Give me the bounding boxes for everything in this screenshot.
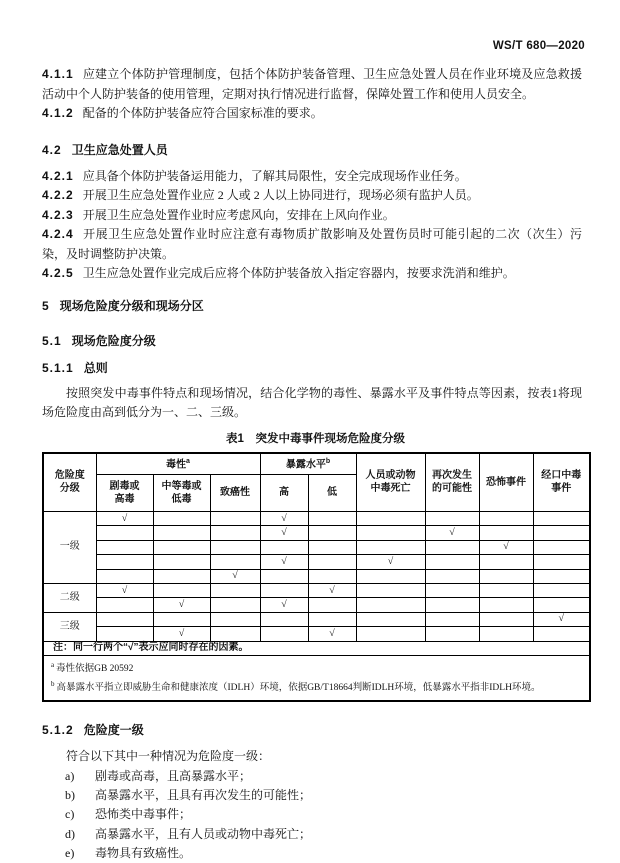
header-line: 分级 [59,483,80,495]
header-line: 低毒 [171,494,192,505]
empty-cell [153,555,210,569]
table-row [43,540,590,554]
col-header-carcinogenic [210,475,260,512]
empty-cell [533,540,590,554]
list-item-text: 高暴露水平，且具有再次发生的可能性； [95,788,312,803]
clause-number: 4.2.4 [42,227,74,241]
list-item-text: 恐怖类中毒事件； [95,807,192,822]
risk-grading-table [42,452,591,703]
header-line: 危险度 [54,469,85,481]
empty-cell [153,569,210,583]
clause-4-2-3 [42,206,582,226]
empty-cell [533,598,590,612]
footnote-mark: b [51,680,55,689]
empty-cell [260,627,308,641]
list-item-text: 毒物具有致癌性。 [95,845,192,860]
table-row [43,512,590,526]
footnote-mark-a: a [186,458,190,466]
header-text: 毒性 [166,459,187,471]
clause-4-2-5 [42,264,582,284]
section-heading-5-1-2 [42,721,589,740]
empty-cell [356,598,425,612]
empty-cell [210,627,260,641]
empty-cell [479,526,533,540]
empty-cell [479,598,533,612]
clause-text: 开展卫生应急处置作业时应注意有毒物质扩散影响及处置伤员时可能引起的二次（次生）污染，及时调整防护决策。 [42,227,582,261]
empty-cell [533,555,590,569]
check-cell: √ [153,598,210,612]
header-line: 中等毒或 [161,480,202,492]
section-title: 现场危险度分级和现场分区 [59,298,204,313]
check-cell: √ [533,612,590,626]
col-header-exposure-low [308,475,356,512]
empty-cell [425,569,479,583]
table-row [43,583,590,597]
header-line: 高 [279,487,290,499]
header-line: 人员或动物 [365,469,416,481]
check-cell: √ [356,555,425,569]
header-line: 高毒 [114,494,135,505]
empty-cell [96,627,153,641]
empty-cell [210,526,260,540]
footnote-mark-b: b [325,458,331,466]
check-cell: √ [210,569,260,583]
empty-cell [356,583,425,597]
section-number: 4.2 [42,142,62,157]
header-line: 经口中毒 [541,469,582,481]
empty-cell [96,569,153,583]
clause-text: 配备的个体防护装备应符合国家标准的要求。 [82,106,323,120]
empty-cell [533,583,590,597]
section-title: 危险度一级 [83,723,144,738]
empty-cell [210,555,260,569]
section-number: 5.1 [42,333,62,348]
section-heading-5 [42,297,589,316]
empty-cell [96,598,153,612]
empty-cell [308,598,356,612]
empty-cell [479,583,533,597]
section-number: 5 [42,298,50,313]
list-item-label: d) [65,826,75,841]
footnote-text: 高暴露水平指立即威胁生命和健康浓度（IDLH）环境，依据GB/T18664判断IDLH环境，低暴露水平指非IDLH环境。 [56,683,541,694]
empty-cell [356,512,425,526]
condition-list [42,767,589,863]
empty-cell [425,512,479,526]
standard-code: WS/T 680—2020 [492,40,585,52]
empty-cell [356,540,425,554]
table-row [43,627,590,641]
footnote-text: 毒性依据GB 20592 [56,664,134,675]
risk-level-cell: 一级 [43,512,96,584]
empty-cell [260,540,308,554]
check-cell: √ [425,526,479,540]
header-text: 暴露水平 [285,459,326,471]
check-cell: √ [96,583,153,597]
header-line: 事件 [551,483,572,495]
section-heading-5-1-1 [42,359,589,378]
footnote-b [51,677,582,696]
col-header-exposure-high [260,475,308,512]
section-title: 总则 [83,360,108,375]
list-item [42,767,582,786]
section-number: 5.1.1 [42,360,74,375]
list-item [42,825,582,844]
empty-cell [479,512,533,526]
clause-text: 卫生应急处置作业完成后应将个体防护装备放入指定容器内，按要求洗消和维护。 [82,266,515,280]
empty-cell [96,540,153,554]
empty-cell [153,540,210,554]
section-number: 5.1.2 [42,723,74,738]
list-item-text: 剧毒或高毒，且高暴露水平； [95,768,252,783]
empty-cell [425,612,479,626]
empty-cell [210,512,260,526]
table-footnotes [43,655,590,701]
clause-text: 开展卫生应急处置作业应 2 人或 2 人以上协同进行，现场必须有监护人员。 [82,188,479,202]
check-cell: √ [96,512,153,526]
risk-level-cell: 二级 [43,583,96,612]
risk-table-body [43,512,590,642]
empty-cell [533,512,590,526]
list-item-label: b) [65,788,75,803]
empty-cell [479,627,533,641]
empty-cell [153,583,210,597]
empty-cell [308,612,356,626]
clause-4-2-4 [42,225,582,264]
empty-cell [425,540,479,554]
empty-cell [356,526,425,540]
clause-4-1-2 [42,104,582,124]
check-cell: √ [308,583,356,597]
col-header-exposure-group [260,453,356,475]
empty-cell [533,526,590,540]
section-title: 现场危险度分级 [71,333,156,348]
check-cell: √ [479,540,533,554]
empty-cell [210,583,260,597]
check-cell: √ [153,627,210,641]
section-heading-4-2 [42,141,589,160]
check-cell: √ [260,526,308,540]
clause-number: 4.1.2 [42,106,74,120]
check-cell: √ [260,598,308,612]
empty-cell [308,526,356,540]
header-line: 低 [327,487,338,499]
header-line: 致癌性 [220,487,250,499]
clause-number: 4.2.5 [42,266,74,280]
col-header-terror [479,453,533,512]
empty-cell [425,627,479,641]
list-item-label: a) [65,768,75,783]
check-cell: √ [260,555,308,569]
empty-cell [153,526,210,540]
clause-text: 应建立个体防护管理制度，包括个体防护装备管理、卫生应急处置人员在作业环境及应急救援活动中个人防护装备的使用管理，定期对执行情况进行监督，保障处置工作和使用人员安全。 [42,67,582,101]
clause-number: 4.2.3 [42,207,74,222]
empty-cell [479,555,533,569]
clause-4-1-1 [42,65,582,104]
list-item [42,844,582,863]
empty-cell [308,512,356,526]
empty-cell [356,627,425,641]
col-header-medium-low-toxic [153,475,210,512]
clause-number: 4.2.1 [42,168,74,183]
clause-4-2-1 [42,167,582,187]
table-caption: 表1 突发中毒事件现场危险度分级 [226,432,405,445]
empty-cell [533,627,590,641]
empty-cell [356,612,425,626]
col-header-death [356,453,425,512]
list-item [42,805,582,824]
header-line: 的可能性 [432,483,473,495]
empty-cell [153,612,210,626]
empty-cell [308,569,356,583]
header-line: 剧毒或 [109,480,140,492]
table-note: 注：同一行两个“√”表示应同时存在的因素。 [43,641,590,655]
table-row [43,555,590,569]
clause-number: 4.1.1 [42,67,74,81]
empty-cell [425,598,479,612]
list-item-label: e) [65,845,75,860]
list-item-label: c) [65,807,75,822]
empty-cell [153,512,210,526]
empty-cell [96,612,153,626]
empty-cell [210,540,260,554]
clause-text: 应具备个体防护装备运用能力，了解其局限性，安全完成现场作业任务。 [82,168,467,183]
col-header-risk-level [43,453,96,512]
empty-cell [96,526,153,540]
list-item [42,786,582,805]
header-line: 中毒死亡 [370,483,411,495]
section-heading-5-1 [42,332,589,351]
clause-number: 4.2.2 [42,188,74,202]
footnote-a [51,658,582,677]
risk-level-cell: 三级 [43,612,96,641]
table-row [43,569,590,583]
empty-cell [308,555,356,569]
col-header-oral [533,453,590,512]
header-line: 再次发生 [432,469,473,481]
empty-cell [210,598,260,612]
col-header-toxicity-group [96,453,260,475]
check-cell: √ [260,512,308,526]
empty-cell [260,569,308,583]
footnote-mark: a [51,660,55,669]
clause-text: 开展卫生应急处置作业时应考虑风向，安排在上风向作业。 [82,207,395,222]
list-item-text: 高暴露水平，且有人员或动物中毒死亡； [95,826,312,841]
empty-cell [425,555,479,569]
col-header-high-toxic [96,475,153,512]
empty-cell [479,612,533,626]
col-header-recurrence [425,453,479,512]
paragraph-5-1-2-intro: 符合以下其中一种情况为危险度一级： [66,749,271,764]
empty-cell [260,583,308,597]
check-cell: √ [308,627,356,641]
empty-cell [356,569,425,583]
empty-cell [308,540,356,554]
table-row [43,526,590,540]
empty-cell [533,569,590,583]
paragraph-5-1-1: 按照突发中毒事件特点和现场情况，结合化学物的毒性、暴露水平及事件特点等因素，按表1将现场危险度由高到低分为一、二、三级。 [42,385,582,419]
section-title: 卫生应急处置人员 [71,142,168,157]
empty-cell [210,612,260,626]
clause-4-2-2 [42,186,582,206]
empty-cell [479,569,533,583]
empty-cell [425,583,479,597]
table-row [43,612,590,626]
header-line: 恐怖事件 [486,476,527,488]
empty-cell [260,612,308,626]
table-row [43,598,590,612]
empty-cell [96,555,153,569]
